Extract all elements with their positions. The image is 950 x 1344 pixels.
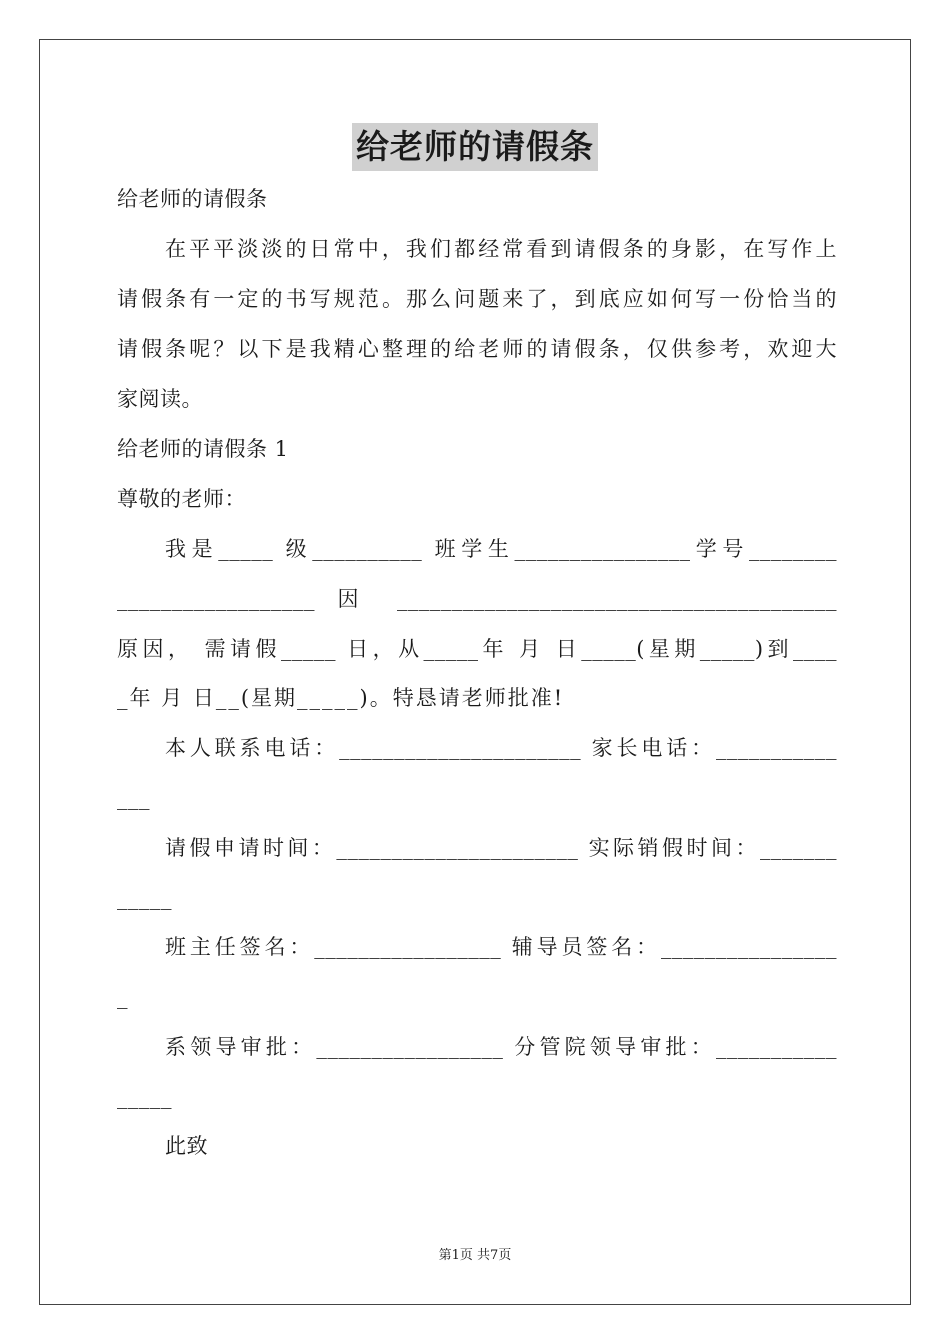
form-line-2: __________________ 因 ________________________________________ [117, 587, 837, 611]
form-line-contact: 本人联系电话：______________________ 家长电话：___________ [165, 736, 837, 760]
intro-line-1: 在平平淡淡的日常中，我们都经常看到请假条的身影，在写作上 [165, 237, 837, 261]
document-subtitle: 给老师的请假条 [117, 187, 268, 211]
form-line-approval-cont: _____ [117, 1085, 172, 1109]
form-line-approval: 系领导审批：_________________ 分管院领导审批：___________ [165, 1035, 837, 1059]
salutation: 尊敬的老师： [117, 487, 246, 511]
section-heading: 给老师的请假条 1 [117, 437, 289, 461]
intro-line-2: 请假条有一定的书写规范。那么问题来了，到底应如何写一份恰当的 [117, 287, 837, 311]
document-title: 给老师的请假条 [352, 123, 598, 171]
closing: 此致 [165, 1134, 208, 1158]
form-line-3: 原因， 需请假_____ 日，从_____年 月 日_____(星期_____)到____ [117, 637, 837, 661]
form-line-4: _年 月 日__(星期_____)。特恳请老师批准! [117, 686, 565, 710]
form-line-1: 我是_____ 级__________ 班学生________________学号________ [165, 537, 837, 561]
intro-line-4: 家阅读。 [117, 387, 203, 411]
page-footer: 第1页 共7页 [438, 1248, 512, 1263]
form-line-sign-cont: _ [117, 985, 128, 1009]
intro-line-3: 请假条呢？以下是我精心整理的给老师的请假条，仅供参考，欢迎大 [117, 337, 837, 361]
form-line-contact-cont: ___ [117, 786, 150, 810]
page-border [39, 39, 911, 1305]
form-line-sign: 班主任签名：_________________ 辅导员签名：________________ [165, 935, 837, 959]
form-line-time-cont: _____ [117, 886, 172, 910]
document-title-wrapper [0, 123, 950, 171]
form-line-time: 请假申请时间：______________________ 实际销假时间：_______ [165, 836, 837, 860]
